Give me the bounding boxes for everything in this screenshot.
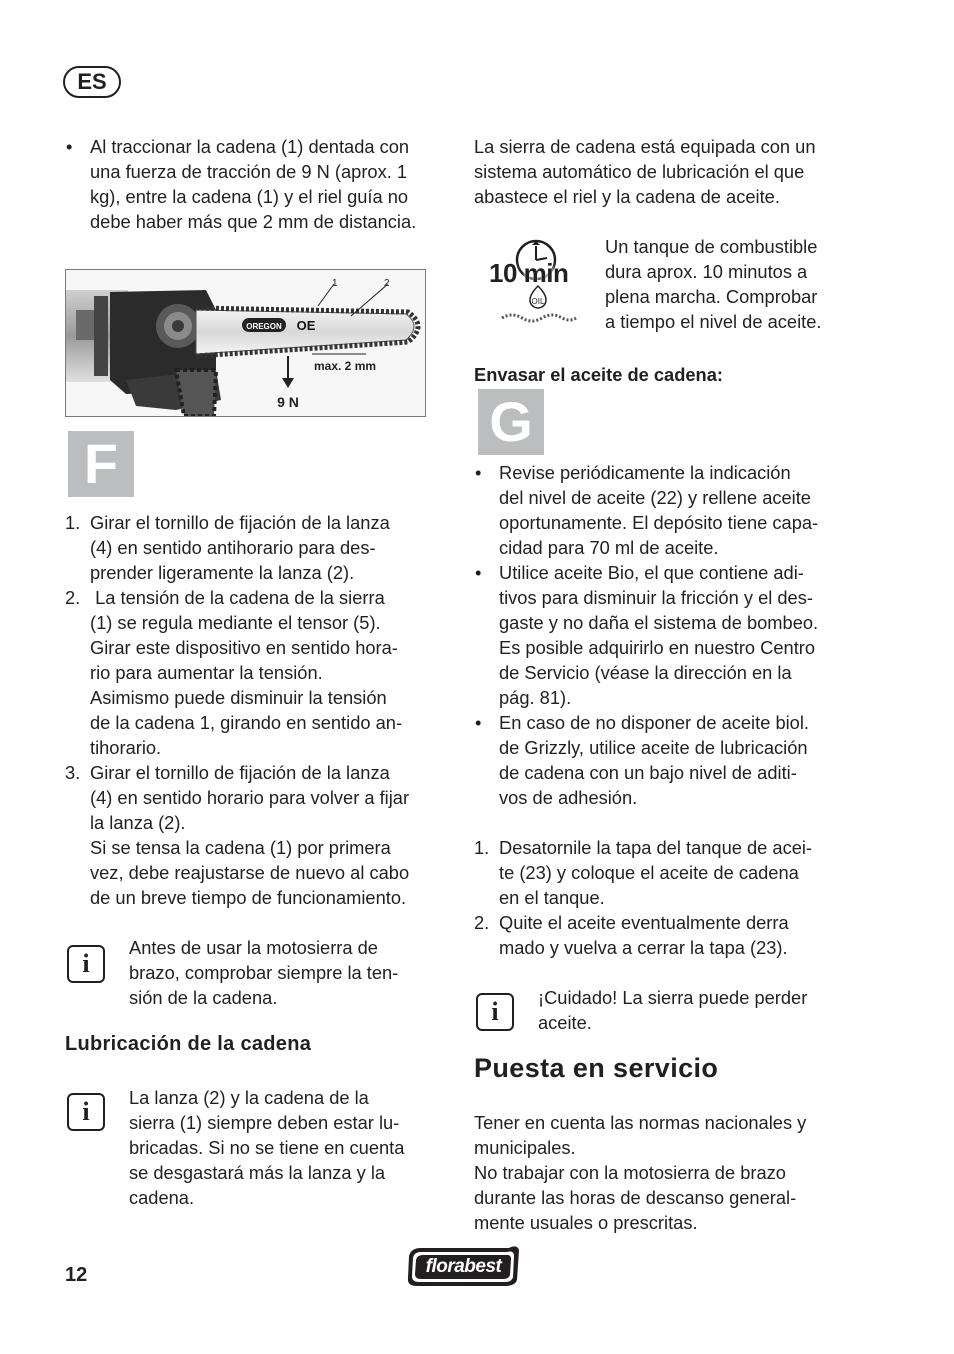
bullet-line: de cadena con un bajo nivel de aditi- [499,762,797,783]
text-line: durante las horas de descanso general- [474,1187,797,1208]
text-line: Un tanque de combustible [605,236,818,257]
step-number: 1. [474,837,490,858]
note-line: cadena. [129,1187,195,1208]
figure-force-label: 9 N [277,394,299,410]
info-note-1 [65,935,455,1010]
text-line: No trabajar con la motosierra de brazo [474,1162,786,1183]
bullet-line: vos de adhesión. [499,787,638,808]
note-line: sierra (1) siempre deben estar lu- [129,1112,400,1133]
step-line: en el tanque. [499,887,605,908]
steps-g [474,835,866,960]
bullet-marker: • [475,562,482,583]
step-item [65,585,455,760]
bullet-item [474,560,866,710]
step-item [474,835,866,910]
step-line: Asimismo puede disminuir la tensión [90,687,387,708]
text-line: abastece el riel y la cadena de aceite. [474,186,780,207]
step-line: Si se tensa la cadena (1) por primera [90,837,391,858]
chain-saw-illustration [66,270,425,416]
section-letter-g: G [478,389,544,455]
bullet-line: tivos para disminuir la fricción y el des- [499,587,813,608]
page-number: 12 [65,1264,88,1286]
bullet-line: cidad para 70 ml de aceite. [499,537,719,558]
bullet-marker: • [475,462,482,483]
heading-lubrication: Lubricación de la cadena [65,1033,312,1055]
text-line: municipales. [474,1137,576,1158]
bullet-line: gaste y no daña el sistema de bombeo. [499,612,819,633]
commissioning-text [474,1110,866,1235]
note-line: aceite. [538,1012,592,1033]
bullet-line: Revise periódicamente la indicación [499,462,791,483]
bullet-line: pág. 81). [499,687,572,708]
oil-label: OIL [531,297,545,306]
oil-bullets [474,460,866,810]
duration-label: 10 min [489,258,569,288]
note-line: La lanza (2) y la cadena de la [129,1087,369,1108]
step-item [474,910,866,960]
step-line: la lanza (2). [90,812,186,833]
step-number: 1. [65,512,81,533]
step-item [65,760,455,910]
text-line: dura aprox. 10 minutos a [605,261,808,282]
tank-duration-icon [486,236,586,328]
bullet-marker: • [66,136,73,157]
chain-tension-figure [65,269,426,417]
figure-label-2: 2 [384,278,390,289]
bullet-line: En caso de no disponer de aceite biol. [499,712,809,733]
bar-brand-mark: OE [296,318,316,333]
step-line: Desatornile la tapa del tanque de acei- [499,837,813,858]
bullet-item [474,460,866,560]
step-line: prender ligeramente la lanza (2). [90,562,355,583]
step-line: de la cadena 1, girando en sentido an- [90,712,403,733]
figure-gap-label: max. 2 mm [314,359,377,373]
note-line: Antes de usar la motosierra de [129,937,378,958]
bar-brand-label: OREGON [246,322,282,331]
step-line: rio para aumentar la tensión. [90,662,323,683]
note-line: brazo, comprobar siempre la ten- [129,962,399,983]
brand-logo [405,1244,521,1293]
step-line: (4) en sentido horario para volver a fijar [90,787,410,808]
steps-f [65,510,455,910]
text-line: mente usuales o prescritas. [474,1212,698,1233]
step-line: de un breve tiempo de funcionamiento. [90,887,407,908]
brand-logo-text: florabest [425,1256,502,1277]
step-line: vez, debe reajustarse de nuevo al cabo [90,862,410,883]
step-line: tihorario. [90,737,162,758]
step-number: 3. [65,762,81,783]
step-number: 2. [474,912,490,933]
info-icon: i [67,1093,105,1131]
text-line: Tener en cuenta las normas nacionales y [474,1112,807,1133]
note-line: se desgastará más la lanza y la [129,1162,386,1183]
figure-label-1: 1 [332,278,338,289]
text-line: La sierra de cadena está equipada con un [474,136,816,157]
step-line: Girar el tornillo de fijación de la lanza [90,512,390,533]
heading-fill-oil: Envasar el aceite de cadena: [474,364,723,385]
info-icon: i [67,945,105,983]
heading-commissioning: Puesta en servicio [474,1053,719,1083]
info-note-3 [474,985,866,1035]
section-letter-f: F [68,431,134,497]
info-icon: i [476,993,514,1031]
step-line: La tensión de la cadena de la sierra [90,587,385,608]
step-line: (4) en sentido antihorario para des- [90,537,376,558]
step-item [65,510,455,585]
bullet-line: del nivel de aceite (22) y rellene aceite [499,487,811,508]
note-line: bricadas. Si no se tiene en cuenta [129,1137,405,1158]
bullet-line: de Grizzly, utilice aceite de lubricación [499,737,808,758]
tank-text [605,234,865,334]
bullet-line: oportunamente. El depósito tiene capa- [499,512,819,533]
step-line: Quite el aceite eventualmente derra [499,912,789,933]
text-line: sistema automático de lubricación el que [474,161,805,182]
note-line: ¡Cuidado! La sierra puede perder [538,987,808,1008]
intro-bullet [65,134,455,234]
text-line: a tiempo el nivel de aceite. [605,311,822,332]
bullet-line: Es posible adquirirlo en nuestro Centro [499,637,816,658]
bullet-line: de Servicio (véase la dirección en la [499,662,792,683]
step-line: mado y vuelva a cerrar la tapa (23). [499,937,788,958]
text-line: plena marcha. Comprobar [605,286,818,307]
step-line: Girar este dispositivo en sentido hora- [90,637,398,658]
language-badge: ES [63,66,121,98]
bullet-item [474,710,866,810]
step-line: (1) se regula mediante el tensor (5). [90,612,381,633]
info-note-2 [65,1085,455,1210]
step-number: 2. [65,587,81,608]
note-line: sión de la cadena. [129,987,278,1008]
step-line: te (23) y coloque el aceite de cadena [499,862,799,883]
step-line: Girar el tornillo de fijación de la lanza [90,762,390,783]
bullet-line: Utilice aceite Bio, el que contiene adi- [499,562,804,583]
lubrication-intro [474,134,866,209]
bullet-marker: • [475,712,482,733]
intro-bullet-text: Al traccionar la cadena (1) dentada con una fuerza de tracción de 9 N (aprox. 1 kg), entre la cadena (1) y el riel guía no debe haber más que 2 mm de distancia. [90,136,417,232]
